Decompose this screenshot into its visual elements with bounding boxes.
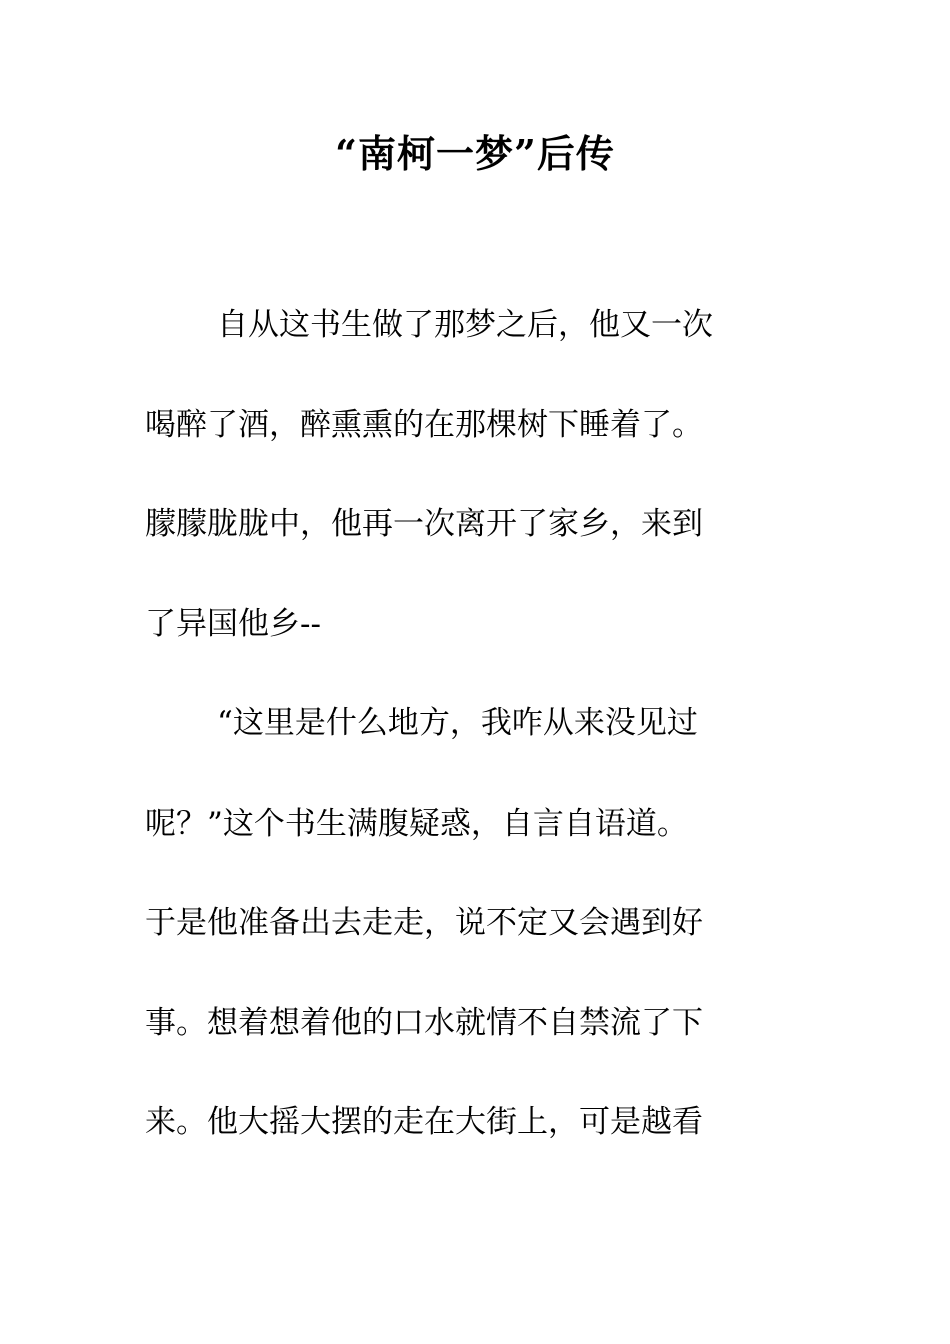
document-title: “南柯一梦”后传 bbox=[335, 131, 615, 176]
paragraph-line: 喝醉了酒，醉熏熏的在那棵树下睡着了。 bbox=[145, 407, 703, 443]
paragraph-line: 于是他准备出去走走，说不定又会遇到好 bbox=[145, 905, 703, 941]
paragraph-line: 了异国他乡-- bbox=[145, 606, 321, 642]
paragraph-line: 朦朦胧胧中，他再一次离开了家乡，来到 bbox=[145, 506, 703, 542]
paragraph-line: 事。想着想着他的口水就情不自禁流了下 bbox=[145, 1005, 703, 1041]
paragraph-line: 自从这书生做了那梦之后，他又一次 bbox=[217, 307, 713, 343]
paragraph-line: “这里是什么地方，我咋从来没见过 bbox=[217, 705, 698, 741]
paragraph-line: 呢？”这个书生满腹疑惑，自言自语道。 bbox=[145, 806, 688, 842]
paragraph-line: 来。他大摇大摆的走在大街上，可是越看 bbox=[145, 1104, 703, 1140]
